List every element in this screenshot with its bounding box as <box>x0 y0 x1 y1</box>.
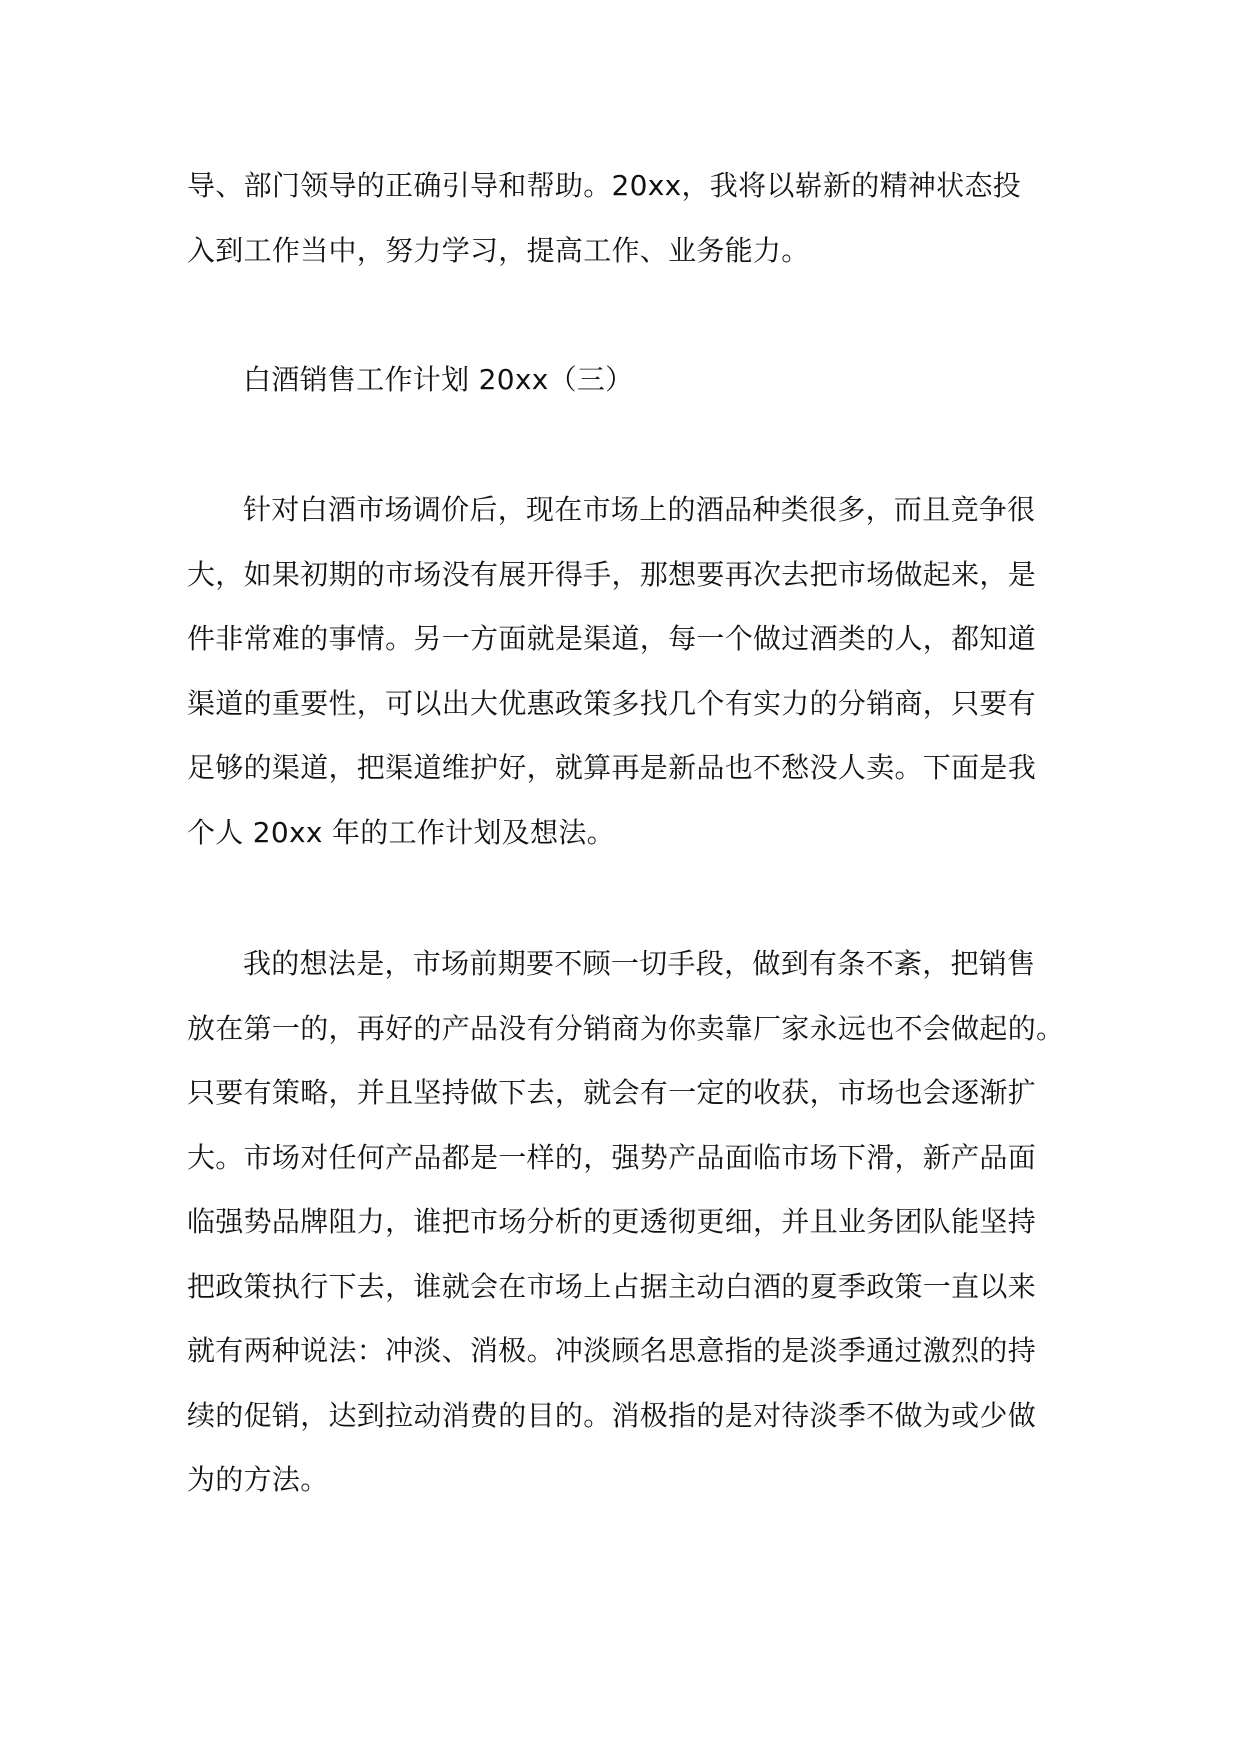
paragraph-line: 我的想法是，市场前期要不顾一切手段，做到有条不紊，把销售 <box>243 947 1036 980</box>
paragraph-line: 为的方法。 <box>187 1463 329 1496</box>
paragraph-idea <box>187 932 1065 1513</box>
section-heading <box>187 348 1057 413</box>
paragraph-line: 入到工作当中，努力学习，提高工作、业务能力。 <box>187 233 810 267</box>
section-heading-text: 白酒销售工作计划 20xx（三） <box>243 363 634 396</box>
paragraph-line: 大。市场对任何产品都是一样的，强势产品面临市场下滑，新产品面 <box>187 1140 1037 1174</box>
paragraph-continuation <box>187 154 1057 283</box>
paragraph-line: 就有两种说法：冲淡、消极。冲淡顾名思意指的是淡季通过激烈的持 <box>187 1334 1037 1367</box>
paragraph-intro <box>187 478 1057 865</box>
paragraph-line: 针对白酒市场调价后，现在市场上的酒品种类很多，而且竞争很 <box>243 493 1036 526</box>
paragraph-line: 个人 20xx 年的工作计划及想法。 <box>187 815 615 849</box>
paragraph-line: 把政策执行下去，谁就会在市场上占据主动白酒的夏季政策一直以来 <box>187 1269 1037 1303</box>
paragraph-line: 渠道的重要性，可以出大优惠政策多找几个有实力的分销商，只要有 <box>187 686 1037 720</box>
paragraph-line: 足够的渠道，把渠道维护好，就算再是新品也不愁没人卖。下面是我 <box>187 751 1037 784</box>
paragraph-line: 件非常难的事情。另一方面就是渠道，每一个做过酒类的人，都知道 <box>187 622 1037 655</box>
paragraph-line: 大，如果初期的市场没有展开得手，那想要再次去把市场做起来，是 <box>187 557 1037 591</box>
paragraph-line: 续的促销，达到拉动消费的目的。消极指的是对待淡季不做为或少做 <box>187 1398 1037 1432</box>
paragraph-line: 导、部门领导的正确引导和帮助。20xx，我将以崭新的精神状态投 <box>187 169 1022 202</box>
paragraph-line: 只要有策略，并且坚持做下去，就会有一定的收获，市场也会逐渐扩 <box>187 1076 1037 1109</box>
paragraph-line: 临强势品牌阻力，谁把市场分析的更透彻更细，并且业务团队能坚持 <box>187 1205 1037 1238</box>
paragraph-line: 放在第一的，再好的产品没有分销商为你卖靠厂家永远也不会做起的。 <box>187 1011 1065 1045</box>
